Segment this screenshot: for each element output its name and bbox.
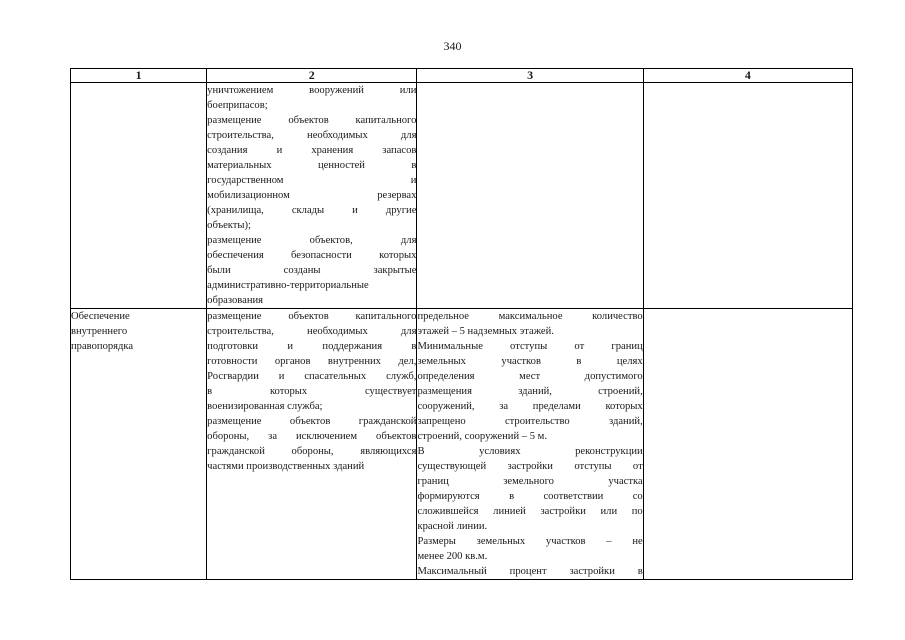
cell-text-line: строительства, необходимых для: [207, 326, 417, 337]
cell-use-name: [71, 83, 207, 309]
cell-text-line: Росгвардии и спасательных служб,: [207, 371, 417, 382]
cell-text-line: были созданы закрытые: [207, 265, 417, 276]
cell-text-line: сооружений, за пределами которых: [417, 401, 643, 412]
cell-text-line: создания и хранения запасов: [207, 145, 417, 156]
cell-text-line: существующей застройки отступы от: [417, 461, 643, 472]
column-header-3: 3: [417, 69, 643, 83]
cell-text-line: мобилизационном резервах: [207, 190, 417, 201]
column-header-1: 1: [71, 69, 207, 83]
cell-text-line: размещение объектов капитального: [207, 115, 417, 126]
header-row: [71, 69, 853, 83]
cell-text-line: материальных ценностей в: [207, 160, 417, 171]
column-header-2: 2: [207, 69, 417, 83]
cell-text-line: размещение объектов гражданской: [207, 416, 417, 427]
cell-notes: [643, 83, 852, 309]
cell-notes: [643, 309, 852, 580]
cell-text-line: образования: [207, 295, 264, 306]
cell-text-line: предельное максимальное количество: [417, 311, 643, 322]
cell-text-line: уничтожением вооружений или: [207, 85, 417, 96]
cell-text-line: земельных участков в целях: [417, 356, 643, 367]
regulations-table: [70, 68, 853, 580]
cell-text-line: подготовки и поддержания в: [207, 341, 417, 352]
cell-text-line: этажей – 5 надземных этажей.: [417, 326, 554, 337]
cell-text-line: красной линии.: [417, 521, 488, 532]
cell-text-line: строений, сооружений – 5 м.: [417, 431, 548, 442]
cell-parameters: [417, 83, 643, 309]
page-number: 340: [443, 39, 462, 53]
cell-text-line: готовности органов внутренних дел,: [207, 356, 417, 367]
cell-text-line: внутреннего: [71, 326, 128, 337]
table-row: [71, 309, 853, 580]
table-row: [71, 83, 853, 309]
cell-text-line: менее 200 кв.м.: [417, 551, 488, 562]
cell-text-line: сложившейся линией застройки или по: [417, 506, 643, 517]
cell-text-line: границ земельного участка: [417, 476, 643, 487]
cell-text-line: частями производственных зданий: [207, 461, 365, 472]
cell-text-line: в которых существует: [207, 386, 417, 397]
cell-text-line: обеспечения безопасности которых: [207, 250, 417, 261]
cell-text-line: (хранилища, склады и другие: [207, 205, 417, 216]
cell-text-line: Максимальный процент застройки в: [417, 566, 643, 577]
cell-text-line: боеприпасов;: [207, 100, 268, 111]
cell-text-line: Размеры земельных участков – не: [417, 536, 643, 547]
cell-text-line: запрещено строительство зданий,: [417, 416, 643, 427]
cell-text-line: государственном и: [207, 175, 417, 186]
cell-text-line: размещение объектов, для: [207, 235, 417, 246]
cell-text-line: Минимальные отступы от границ: [417, 341, 643, 352]
cell-text-line: строительства, необходимых для: [207, 130, 417, 141]
cell-parameters: [417, 309, 643, 580]
cell-text-line: военизированная служба;: [207, 401, 323, 412]
cell-use-description: [207, 309, 417, 580]
cell-text-line: размещение объектов капитального: [207, 311, 417, 322]
cell-text-line: В условиях реконструкции: [417, 446, 643, 457]
column-header-4: 4: [643, 69, 852, 83]
cell-text-line: правопорядка: [71, 341, 134, 352]
cell-text-line: размещения зданий, строений,: [417, 386, 643, 397]
cell-text-line: определения мест допустимого: [417, 371, 643, 382]
cell-use-description: [207, 83, 417, 309]
cell-text-line: административно-территориальные: [207, 280, 369, 291]
cell-text-line: объекты);: [207, 220, 252, 231]
cell-text-line: гражданской обороны, являющихся: [207, 446, 417, 457]
cell-text-line: формируются в соответствии со: [417, 491, 643, 502]
cell-text-line: обороны, за исключением объектов: [207, 431, 417, 442]
cell-use-name: [71, 309, 207, 580]
cell-text-line: Обеспечение: [71, 311, 130, 322]
